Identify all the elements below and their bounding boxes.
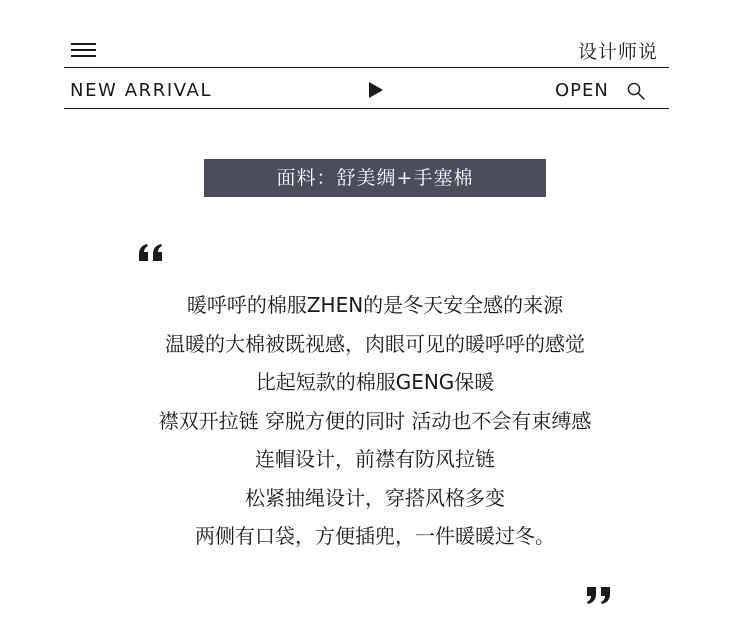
new-arrival-label[interactable]: NEW ARRIVAL bbox=[70, 80, 213, 101]
description-line: 比起短款的棉服GENG保暖 bbox=[255, 370, 495, 394]
play-icon[interactable] bbox=[368, 81, 384, 99]
description-line: 暖呼呼的棉服ZHEN的是冬天安全感的来源 bbox=[186, 293, 564, 317]
description-line: 连帽设计，前襟有防风拉链 bbox=[255, 447, 495, 471]
hamburger-menu-icon[interactable] bbox=[71, 43, 96, 59]
header-top-divider bbox=[64, 67, 669, 68]
close-quote-icon bbox=[583, 586, 613, 606]
description-line: 温暖的大棉被既视感，肉眼可见的暖呼呼的感觉 bbox=[165, 331, 585, 356]
product-description bbox=[0, 286, 750, 556]
open-quote-icon bbox=[137, 243, 167, 263]
designer-says-link[interactable]: 设计师说 bbox=[577, 41, 658, 63]
search-icon[interactable] bbox=[626, 81, 646, 101]
menu-bar bbox=[71, 43, 96, 45]
description-line: 襟双开拉链 穿脱方便的同时 活动也不会有束缚感 bbox=[158, 408, 592, 433]
menu-bar bbox=[71, 55, 96, 57]
description-line: 松紧抽绳设计，穿搭风格多变 bbox=[245, 485, 505, 510]
menu-bar bbox=[71, 49, 96, 51]
description-line: 两侧有口袋，方便插兜，一件暖暖过冬。 bbox=[195, 524, 555, 548]
header-bottom-divider bbox=[64, 108, 669, 109]
fabric-badge: 面料：舒美绸+手塞棉 bbox=[204, 159, 546, 197]
open-button[interactable]: OPEN bbox=[555, 80, 609, 101]
